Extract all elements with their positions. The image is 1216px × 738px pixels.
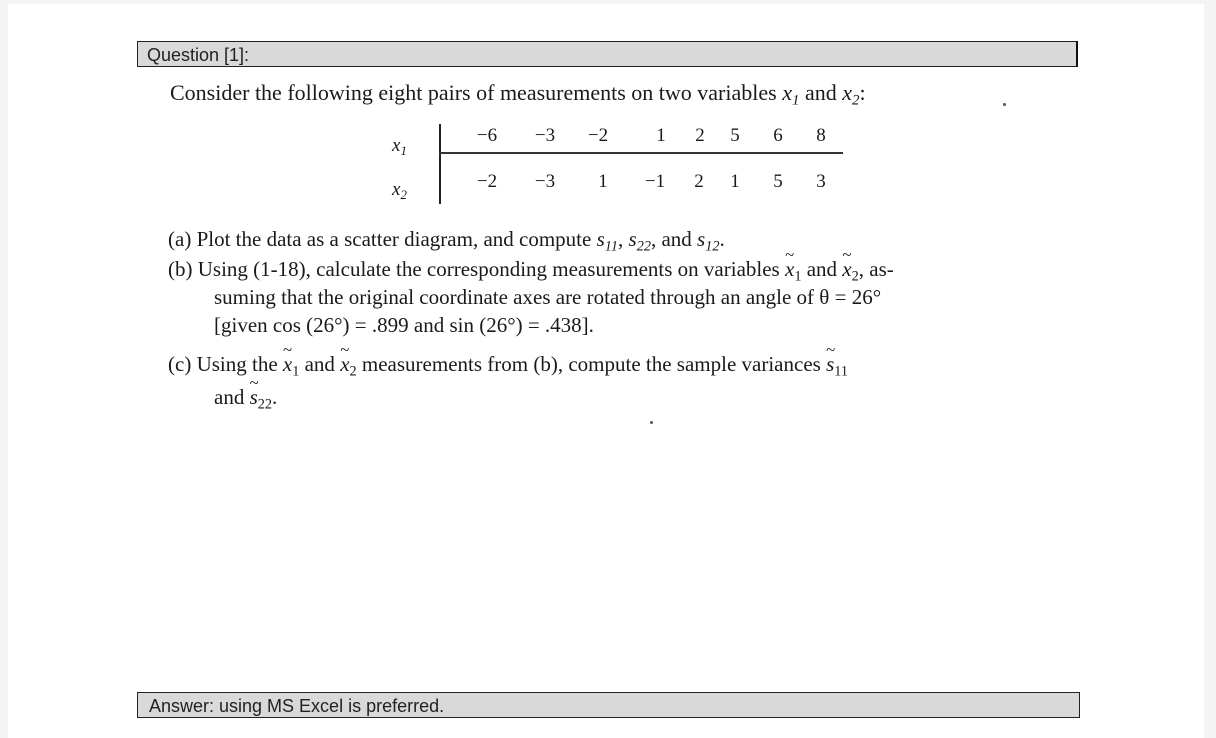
scan-speck: [1003, 103, 1006, 106]
cell-x2-5: 2: [694, 171, 704, 192]
cell-x2-4: −1: [644, 171, 666, 192]
intro-text: Consider the following eight pairs of measurements on two variables $x_1$ and $x_2$:: [170, 80, 866, 109]
table-horizontal-rule: [439, 152, 843, 154]
part-b-marker: (b): [168, 257, 193, 281]
part-b-line3: [given cos (26°) = .899 and sin (26°) = .438].: [214, 313, 594, 337]
row-label-x2: $x_2$: [392, 179, 407, 202]
part-b-line2: suming that the original coordinate axes are rotated through an angle of θ = 26°: [214, 285, 882, 309]
table-vertical-rule: [439, 124, 441, 204]
cell-x1-6: 5: [730, 125, 740, 146]
cell-x1-1: −6: [476, 125, 498, 146]
part-c-line2: and ~ $s_{22}$.: [214, 385, 277, 410]
cell-x2-2: −3: [534, 171, 556, 192]
cell-x2-8: 3: [816, 171, 826, 192]
part-a-marker: (a): [168, 227, 192, 251]
var-x2: $x_2$: [842, 80, 860, 109]
row-label-x1: $x_1$: [392, 135, 407, 158]
part-a: (a) Plot the data as a scatter diagram, and compute $s_{11}$, $s_{22}$, and $s_{12}$.: [168, 227, 725, 255]
cell-x1-3: −2: [587, 125, 609, 146]
part-a-text: Plot the data as a scatter diagram, and compute: [196, 227, 592, 251]
answer-footer: Answer: using MS Excel is preferred.: [137, 692, 1080, 718]
question-header: Question [1]:: [137, 41, 1078, 67]
cell-x1-8: 8: [816, 125, 826, 146]
cell-x1-4: 1: [656, 125, 666, 146]
cell-x2-1: −2: [476, 171, 498, 192]
cell-x1-7: 6: [773, 125, 783, 146]
cell-x2-3: 1: [598, 171, 608, 192]
var-x1: $x_1$: [782, 80, 800, 109]
cell-x2-6: 1: [730, 171, 740, 192]
cell-x2-7: 5: [773, 171, 783, 192]
cell-x1-2: −3: [534, 125, 556, 146]
part-b-line1: (b) Using (1-18), calculate the corresponding measurements on variables ~ $x_1$ and ~ $x_2$, as-: [168, 257, 894, 282]
scan-speck: [650, 421, 653, 424]
intro-and: and: [804, 80, 837, 105]
intro-sentence: Consider the following eight pairs of measurements on two variables: [170, 80, 777, 105]
cell-x1-5: 2: [695, 125, 705, 146]
part-c-line1: (c) Using the ~ $x_1$ and ~ $x_2$ measurements from (b), compute the sample variances ~ $s_{11}$: [168, 352, 848, 377]
part-c-marker: (c): [168, 352, 192, 376]
